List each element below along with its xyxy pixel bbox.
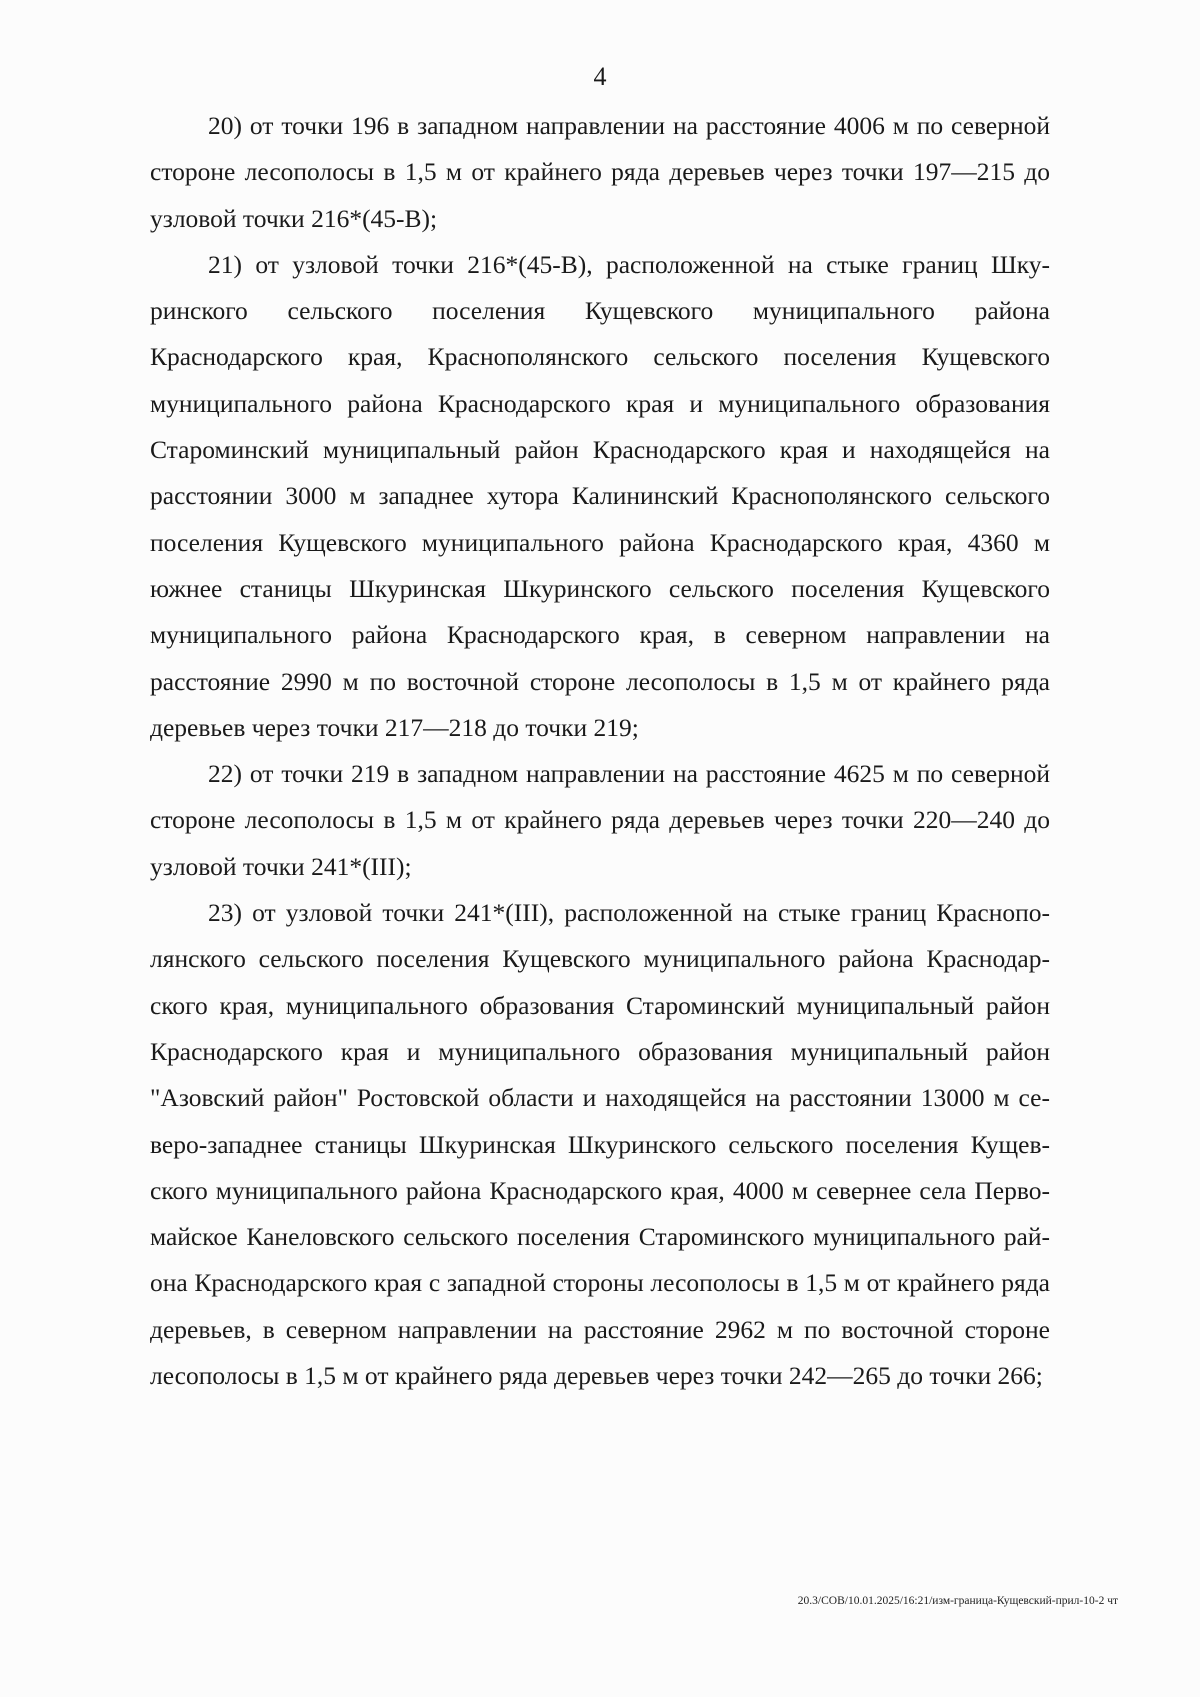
paragraph-22: 22) от точки 219 в западном направлении на расстояние 4625 м по северной стороне лесополосы в 1,5 м от крайнего ряда деревьев через точки 220—240 до узловой точки 241*(III); — [150, 759, 1050, 881]
document-footer-code: 20.3/СОВ/10.01.2025/16:21/изм-граница-Кущевский-прил-10-2 чт — [797, 1595, 1118, 1607]
paragraph-21: 21) от узловой точки 216*(45-В), расположенной на стыке границ Шкуринского сельского поселения Кущевского муниципального района Краснодарского края, Краснополянского сельского поселения Кущевского муниципального района Краснодарского края и муниципального образования Староминский муниципальный район Краснодарского края и находящейся на расстоянии 3000 м западнее хутора Калининский Краснополянского сельского поселения Кущевского муниципального района Краснодарского края, 4360 м южнее станицы Шкуринская Шкуринского сельского поселения Кущевского муниципального района Краснодарского края, в северном направлении на расстояние 2990 м по восточной стороне лесополосы в 1,5 м от крайнего ряда деревьев через точки 217—218 до точки 219; — [150, 249, 1050, 742]
document-body — [150, 103, 1050, 1399]
paragraph-20: 20) от точки 196 в западном направлении на расстояние 4006 м по северной стороне лесополосы в 1,5 м от крайнего ряда деревьев через точки 197—215 до узловой точки 216*(45-В); — [150, 111, 1050, 233]
page-number: 4 — [593, 62, 607, 91]
paragraph-23: 23) от узловой точки 241*(III), расположенной на стыке границ Краснополянского сельского поселения Кущевского муниципального района Краснодарского края, муниципального образования Староминский муниципальный район Краснодарского края и муниципального образования муниципальный район "Азовский район" Ростовской области и находящейся на расстоянии 13000 м северо-западнее станицы Шкуринская Шкуринского сельского поселения Кущевского муниципального района Краснодарского края, 4000 м севернее села Первомайское Канеловского сельского поселения Староминского муниципального района Краснодарского края с западной стороны лесополосы в 1,5 м от крайнего ряда деревьев, в северном направлении на расстояние 2962 м по восточной стороне лесополосы в 1,5 м от крайнего ряда деревьев через точки 242—265 до точки 266; — [150, 898, 1050, 1391]
